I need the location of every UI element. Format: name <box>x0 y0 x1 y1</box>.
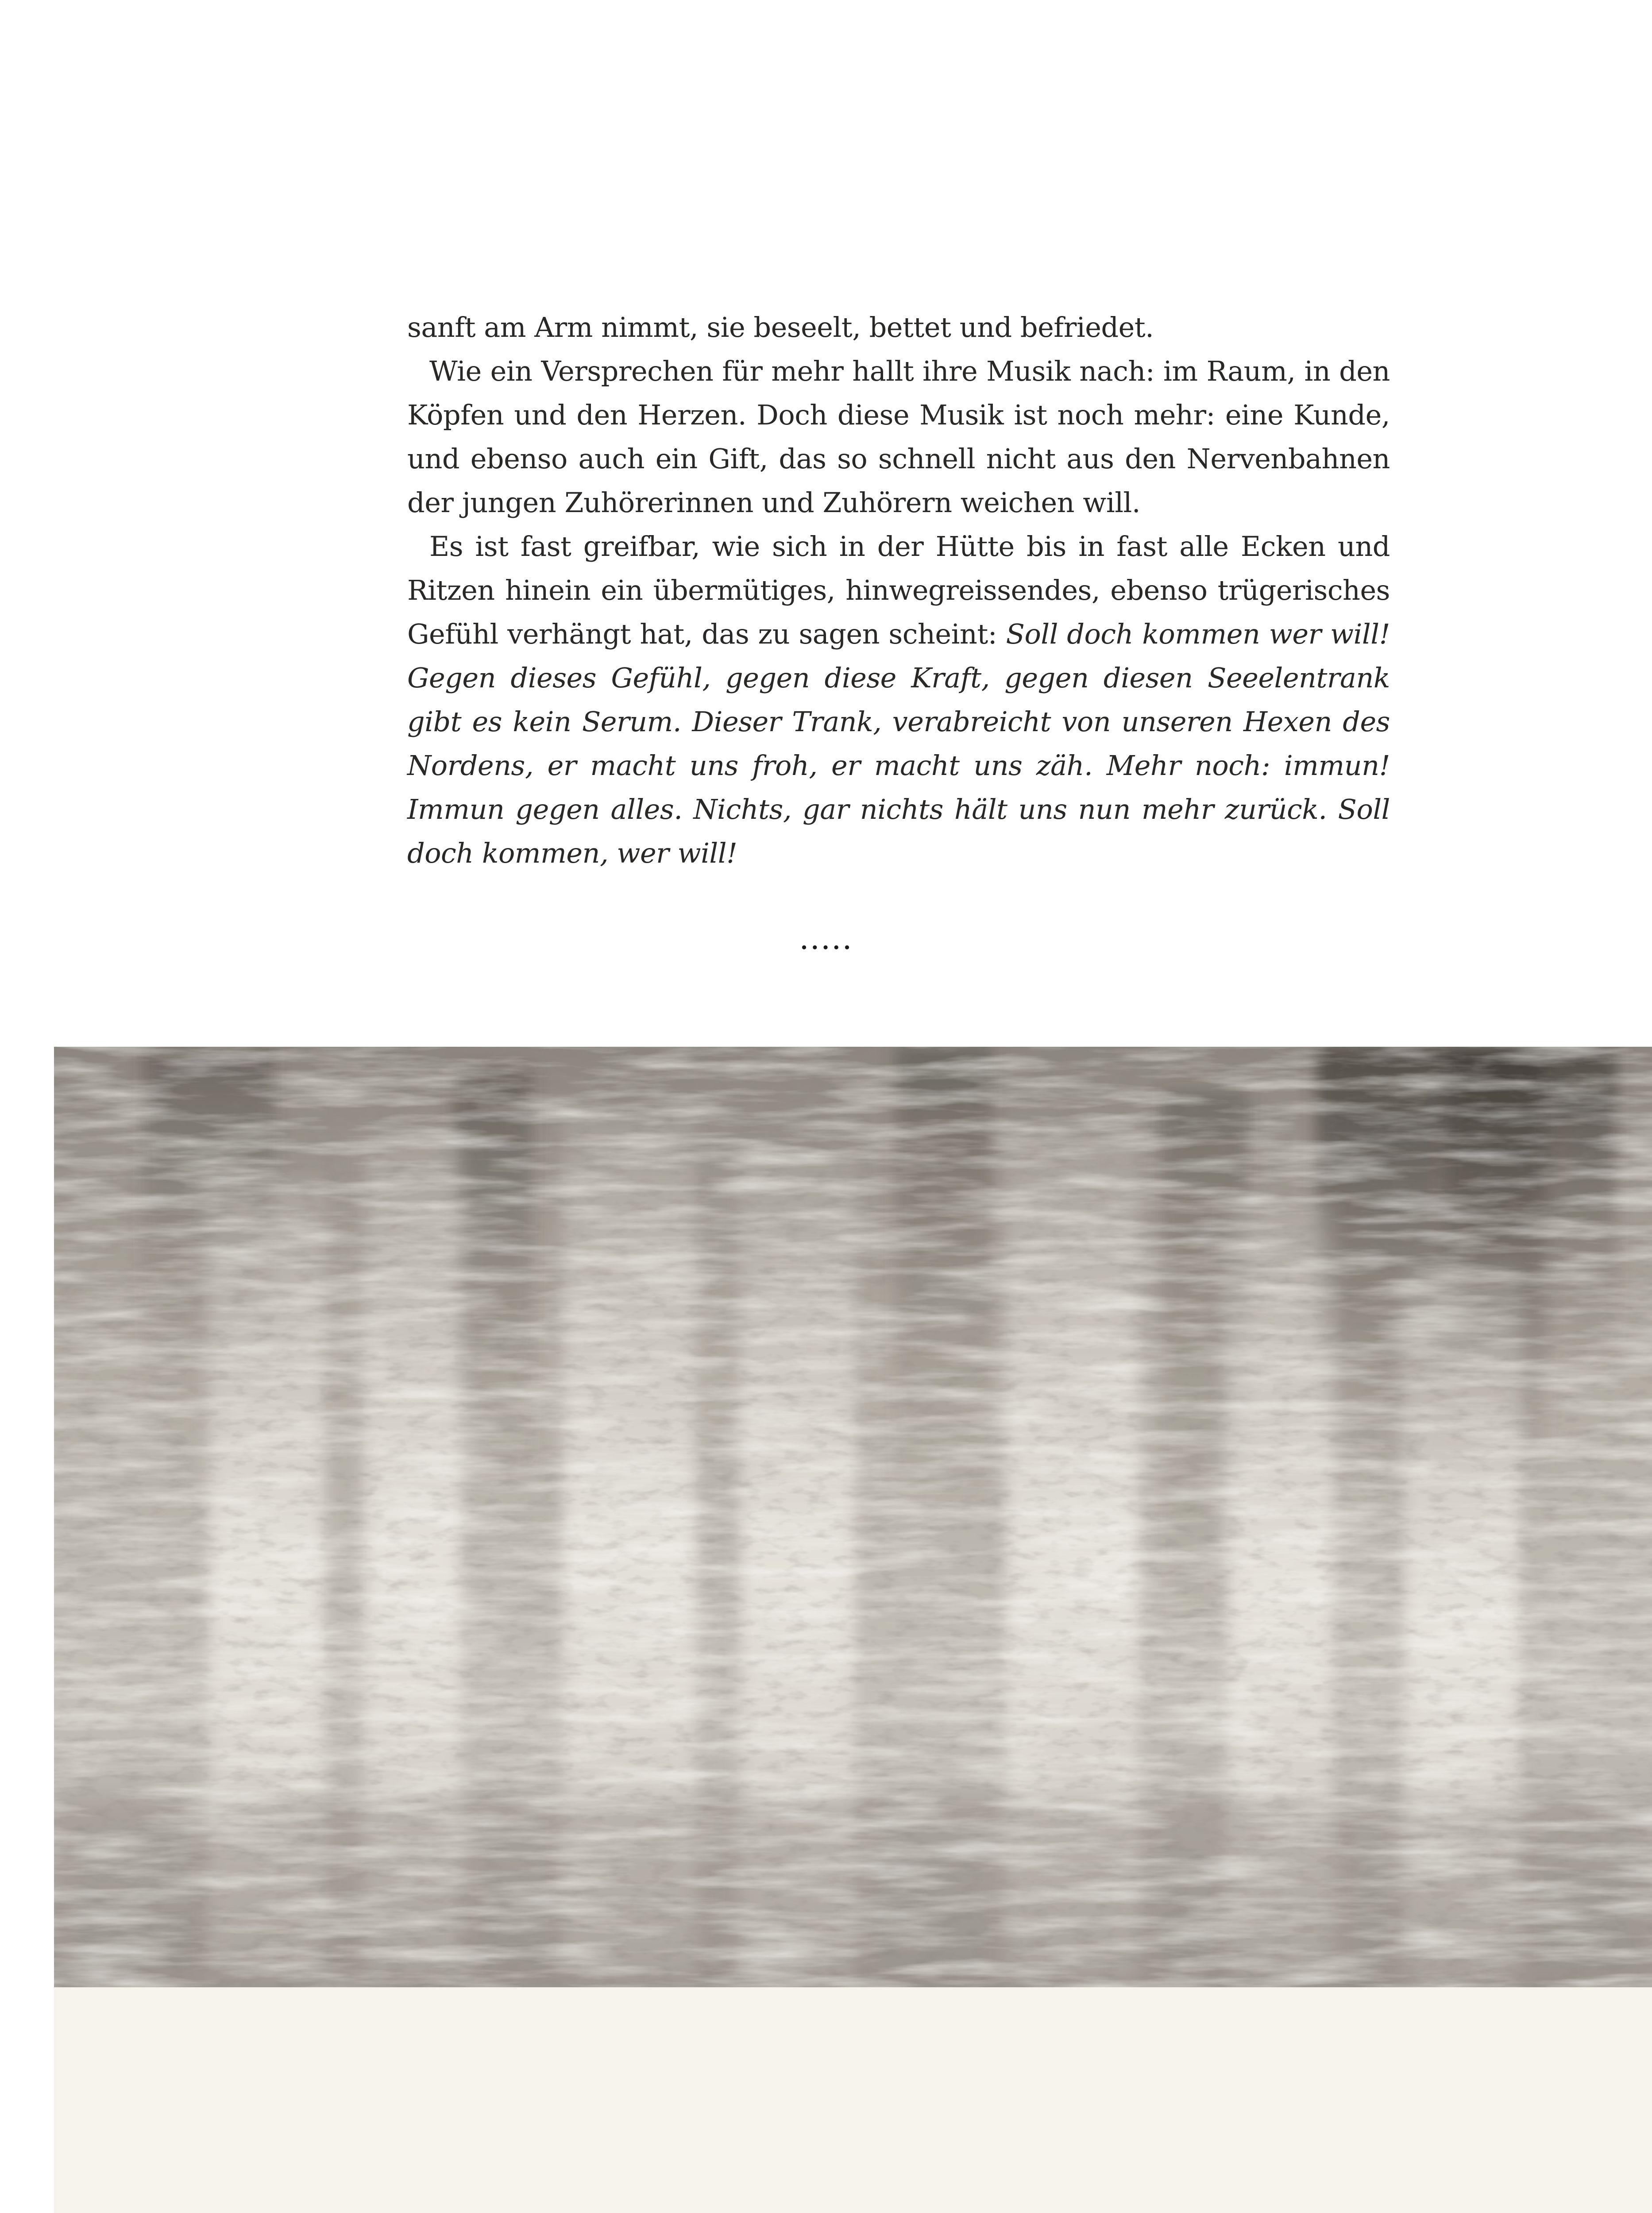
section-separator: ..... <box>799 920 853 956</box>
body-text <box>407 305 1390 875</box>
paragraph-3-text: Es ist fast greifbar, wie sich in der Hütte bis in fast alle Ecken und Ritzen hinein ein übermütiges, hinwegreissendes, ebenso trügerisches Gefühl verhängt hat, das zu sagen scheint: <box>407 530 1390 650</box>
waterfall-photo-image <box>54 1047 1652 1987</box>
paragraph-3 <box>407 524 1390 875</box>
paragraph-1 <box>407 305 1390 349</box>
paragraph-2-text: Wie ein Versprechen für mehr hallt ihre Musik nach: im Raum, in den Köpfen und den Herzen. Doch diese Musik ist noch mehr: eine Kunde, und ebenso auch ein Gift, das so schnell nicht aus den Nervenbahnen der jungen Zuhörerinnen und Zuhörern weichen will. <box>407 355 1390 519</box>
paragraph-2 <box>407 349 1390 524</box>
waterfall-photo <box>54 1047 1652 1987</box>
paragraph-1-text: sanft am Arm nimmt, sie beseelt, bettet und befriedet. <box>407 311 1154 343</box>
paragraph-3-italic-text: Soll doch kommen wer will! Gegen dieses Gefühl, gegen diese Kraft, gegen diesen Seeelentrank gibt es kein Serum. Dieser Trank, verabreicht von unseren Hexen des Nordens, er macht uns froh, er macht uns zäh. Mehr noch: immun! Immun gegen alles. Nichts, gar nichts hält uns nun mehr zurück. Soll doch kommen, wer will! <box>407 618 1390 869</box>
cream-panel <box>54 1987 1652 2213</box>
